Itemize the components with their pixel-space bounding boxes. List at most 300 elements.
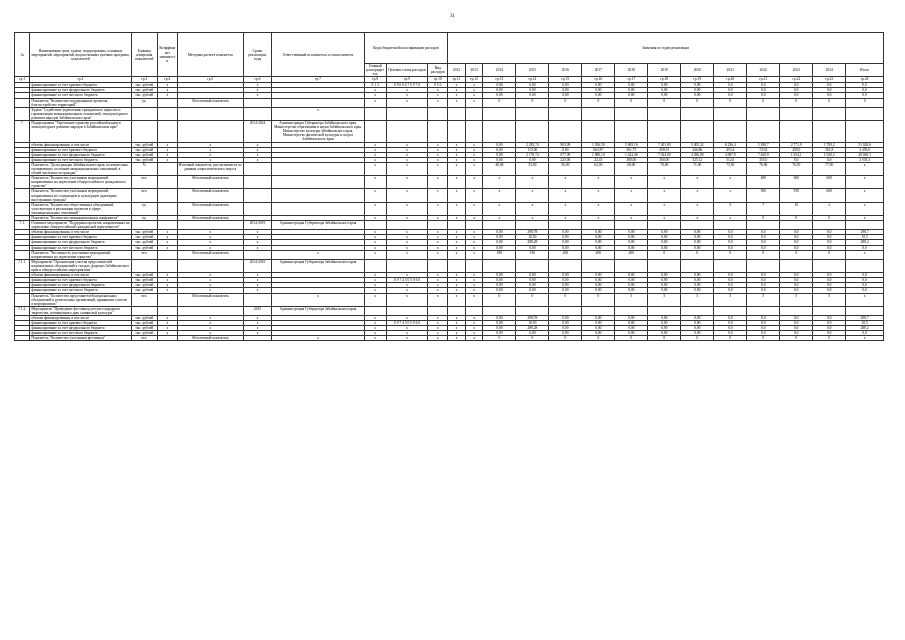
table-cell: х [516,176,549,189]
row-name-cell: Показатель "Количество межнациональных конфликтов" [30,216,131,221]
table-cell: х [364,315,386,320]
table-cell: 0,0 [747,315,780,320]
table-cell [364,221,386,230]
table-row [15,221,884,230]
table-cell [15,176,30,189]
table-cell: х [428,162,448,175]
table-cell: 0,00 [615,273,648,278]
table-cell: х [465,315,483,320]
table-cell: 0,0 [780,331,813,336]
table-cell: х [177,152,243,157]
table-cell [747,221,780,230]
table-cell: х [177,230,243,235]
table-cell: х [243,88,272,93]
table-cell [648,107,681,120]
table-cell: 0,00 [582,88,615,93]
table-cell: х [465,202,483,215]
table-cell [582,221,615,230]
table-cell [582,259,615,272]
table-cell: 0,00 [549,331,582,336]
table-cell: 0 [516,98,549,107]
table-cell: 0,0 [813,235,846,240]
table-cell: 0,00 [681,331,714,336]
table-cell: 76,50 [780,162,813,175]
table-cell: тыс. рублей [131,147,157,152]
table-cell [615,306,648,315]
table-cell [448,221,466,230]
table-cell [483,221,516,230]
table-cell: х [516,216,549,221]
table-cell: 0,0 [747,240,780,245]
row-name-cell: объемы финансирования, в том числе [30,315,131,320]
table-cell: 0,00 [483,152,516,157]
table-cell: х [364,98,386,107]
table-cell: 0,0 [780,326,813,331]
table-cell: 0,00 [582,83,615,88]
table-row [15,176,884,189]
table-cell [465,306,483,315]
column-number: гр.10 [428,77,448,83]
table-cell: х [386,162,428,175]
table-cell: 0,0 [714,288,747,293]
table-cell: х [157,147,177,152]
header-year: 2023 [780,64,813,77]
table-cell: х [157,240,177,245]
table-cell: 0 [813,336,846,341]
table-cell: х [448,157,466,162]
table-cell [364,259,386,272]
table-cell [131,259,157,272]
table-cell: х [448,321,466,326]
table-cell: 0,00 [582,331,615,336]
table-cell: х [648,216,681,221]
table-cell: х [243,152,272,157]
table-cell: 5 [813,293,846,306]
table-cell [681,221,714,230]
table-cell [714,121,747,142]
table-cell: х [465,162,483,175]
table-cell: 0,0 [780,315,813,320]
table-cell: 2 771,9 [780,142,813,147]
table-cell: 0,00 [549,230,582,235]
table-cell: х [157,230,177,235]
row-name-cell: Мероприятие "Проведение фестиваля детского народного творчества, посвящённого дню славянской культуры" [30,306,131,315]
table-cell: 0,00 [549,321,582,326]
table-cell: х [428,240,448,245]
table-cell: х [157,157,177,162]
table-cell: 0,0 [813,288,846,293]
table-cell: х [448,336,466,341]
table-cell: 0,0 [846,93,884,98]
table-cell: х [386,315,428,320]
table-cell: х [681,216,714,221]
table-cell: х [448,235,466,240]
table-cell: х [615,202,648,215]
table-cell [549,221,582,230]
table-cell: 0,00 [615,326,648,331]
table-cell: 0,0 [813,93,846,98]
table-cell: х [465,321,483,326]
table-cell: х [386,293,428,306]
table-cell [243,250,272,259]
table-cell: 0,0 [714,326,747,331]
table-cell [846,306,884,315]
table-cell [714,107,747,120]
header-values-group: Значения по годам реализации [448,33,884,64]
program-table [14,32,884,341]
table-cell [243,107,272,120]
table-cell [243,176,272,189]
table-cell: х [448,202,466,215]
table-cell: 0 [813,250,846,259]
table-cell: 0,00 [516,245,549,250]
table-cell: 0,00 [681,83,714,88]
table-cell [157,259,177,272]
table-cell: х [272,250,364,259]
table-cell: 0,0 [780,83,813,88]
header-number: № [15,33,30,77]
table-cell: х [386,230,428,235]
table-cell: тыс. рублей [131,273,157,278]
table-cell: х [364,235,386,240]
table-cell: х [465,93,483,98]
table-cell: 0,0 [813,273,846,278]
table-cell: х [549,189,582,202]
table-cell: 0,00 [483,321,516,326]
table-cell: х [465,273,483,278]
table-cell: х [177,142,243,147]
row-name-cell: финансирование за счет федерального бюджета [30,152,131,157]
table-cell: 455,4 [714,147,747,152]
table-cell: 0,00 [648,235,681,240]
table-cell: 0,00 [648,288,681,293]
table-cell [648,121,681,142]
header-year: 2021 [714,64,747,77]
table-cell: х [448,142,466,147]
table-cell: х [428,88,448,93]
table-cell [516,107,549,120]
column-number: гр.18 [648,77,681,83]
table-cell: тыс. рублей [131,83,157,88]
table-cell: 0,0 [714,273,747,278]
table-cell: х [582,176,615,189]
table-cell: х [177,273,243,278]
table-header [15,33,884,83]
header-year: 2020 [681,64,714,77]
table-cell: 0,00 [483,83,516,88]
table-cell: Абсолютный показатель [177,189,243,202]
table-cell: 0,00 [483,235,516,240]
table-cell: ед. [131,202,157,215]
table-cell: 62,00 [582,162,615,175]
table-cell: х [549,202,582,215]
table-cell: 550 [780,189,813,202]
header-year: 2019 [648,64,681,77]
table-cell: х [243,245,272,250]
table-cell: 5 [681,293,714,306]
table-cell: х [177,326,243,331]
table-cell: х [364,273,386,278]
table-cell: х [364,283,386,288]
table-cell [714,259,747,272]
table-cell: х [364,250,386,259]
table-cell: х [448,250,466,259]
table-cell: х [386,245,428,250]
table-cell: х [386,331,428,336]
table-cell: х [386,147,428,152]
table-cell: 0,00 [648,278,681,283]
table-cell [549,107,582,120]
table-cell: 5 065,16 [615,142,648,147]
table-cell [386,306,428,315]
table-cell: тыс. рублей [131,321,157,326]
table-cell: 0,00 [681,88,714,93]
table-cell: 0,0 [714,93,747,98]
table-cell: 0,00 [516,83,549,88]
table-cell [615,221,648,230]
table-cell: х [483,189,516,202]
table-cell [582,107,615,120]
table-cell: 0,00 [648,326,681,331]
table-cell: х [846,293,884,306]
table-cell: 2015 [243,306,272,315]
table-cell: 7.1.2. [15,306,30,315]
table-cell: 0 [747,98,780,107]
row-name-cell: финансирование за счет федерального бюджета [30,240,131,245]
table-cell: х [386,152,428,157]
table-cell [157,306,177,315]
row-name-cell: Показатель "Количество представителей национальных объединений и религиозных организаций, принявших участие в мероприятиях" [30,293,131,306]
row-name-cell: объемы финансирования, в том числе [30,273,131,278]
table-cell [157,293,177,306]
table-cell: х [428,230,448,235]
table-cell: 180 [483,250,516,259]
table-cell: х [243,315,272,320]
table-cell: 663,87 [582,147,615,152]
table-cell: 0,00 [615,88,648,93]
table-cell: 5 [714,202,747,215]
table-cell: 2 503,3 [846,157,884,162]
column-number: гр.21 [747,77,780,83]
table-cell: х [465,88,483,93]
table-cell: 76,00 [747,162,780,175]
table-cell: 903,09 [549,142,582,147]
table-cell: тыс. рублей [131,152,157,157]
table-cell: 2014-2019 [243,221,272,230]
table-cell: тыс. рублей [131,235,157,240]
column-number: гр.11 [448,77,466,83]
header-year: 2014 [483,64,516,77]
column-number: гр.15 [549,77,582,83]
table-cell: Абсолютный показатель [177,250,243,259]
table-cell [272,176,364,189]
table-cell: х [465,157,483,162]
table-cell: чел. [131,336,157,341]
table-cell [813,259,846,272]
table-cell: х [177,283,243,288]
table-cell: 0,0 [813,283,846,288]
row-name-cell: Показатель "Количество участников мероприятий, направленных на социальную и культурную адаптацию иностранных граждан" [30,189,131,202]
table-cell: х [428,98,448,107]
table-cell: 0,00 [516,93,549,98]
table-cell: 1 422,46 [615,152,648,157]
table-cell: х [428,331,448,336]
table-cell [177,259,243,272]
table-cell: х [364,245,386,250]
table-cell: 0,0 [846,83,884,88]
table-cell: х [465,288,483,293]
table-cell: 1 020,2 [813,152,846,157]
table-cell: 1 080,10 [582,152,615,157]
table-row [15,107,884,120]
table-cell: 0,00 [648,321,681,326]
table-cell [131,107,157,120]
table-cell: 115,00 [516,147,549,152]
table-cell: 7.1.1. [15,259,30,272]
row-name-cell: финансирование за счет краевого бюджета [30,321,131,326]
table-cell: 73,50 [714,162,747,175]
table-cell: 0,00 [483,147,516,152]
table-cell [549,306,582,315]
table-cell: 0,00 [648,315,681,320]
table-cell: х [386,283,428,288]
table-row [15,121,884,142]
table-cell: 7 024,00 [648,152,681,157]
table-cell: х [428,250,448,259]
table-cell: 0,00 [648,331,681,336]
table-cell: х [448,216,466,221]
table-cell: х [648,176,681,189]
table-cell [131,306,157,315]
table-cell: 71,00 [681,162,714,175]
table-cell: х [448,162,466,175]
table-cell [648,221,681,230]
table-cell: х [648,189,681,202]
table-cell: 0,0 [714,283,747,288]
table-cell: х [243,321,272,326]
table-cell: х [846,189,884,202]
table-cell: х [483,216,516,221]
table-cell: 5 [615,293,648,306]
table-cell: х [157,88,177,93]
table-cell: х [714,216,747,221]
table-cell: 288,2 [846,326,884,331]
table-cell: 0,0 [714,240,747,245]
table-cell: 0,0 [780,88,813,93]
table-cell: 0,00 [615,245,648,250]
table-cell: тыс. рублей [131,315,157,320]
table-cell: 10 [780,202,813,215]
row-name-cell: финансирование за счет местного бюджета [30,157,131,162]
table-cell: 0,0 [780,230,813,235]
table-cell: 0 5 0 [428,83,448,88]
table-cell: х [448,278,466,283]
table-cell [272,189,364,202]
table-row [15,250,884,259]
table-cell [549,121,582,142]
table-cell: 2 170,74 [516,152,549,157]
table-cell: 0 [582,336,615,341]
table-cell: х [465,278,483,283]
table-cell: 298,78 [516,230,549,235]
table-cell [747,121,780,142]
table-cell: х [157,142,177,147]
table-cell: х [177,235,243,240]
table-cell: 51 028,6 [846,142,884,147]
table-cell [177,306,243,315]
table-cell: х [428,315,448,320]
table-cell: х [465,230,483,235]
table-cell [157,121,177,142]
table-cell: х [428,321,448,326]
table-cell [386,107,428,120]
table-cell: 355,0 [747,157,780,162]
table-cell: 0,0 [780,283,813,288]
table-cell: х [386,88,428,93]
table-cell [272,162,364,175]
table-cell: х [549,176,582,189]
table-cell [747,259,780,272]
table-cell: 0 [780,98,813,107]
table-cell: чел. [131,189,157,202]
table-cell: х [157,288,177,293]
table-cell: 0 [813,216,846,221]
table-cell [483,121,516,142]
table-cell [15,293,30,306]
table-cell: х [846,250,884,259]
table-cell: Администрация Губернатора Забайкальского края [272,221,364,230]
table-cell: 200 [549,250,582,259]
table-cell: х [428,93,448,98]
table-cell: 0,0 [714,245,747,250]
table-cell: 0,0 [747,326,780,331]
table-cell: Абсолютный показатель [177,176,243,189]
table-cell: х [846,336,884,341]
table-cell: 723,8 [747,147,780,152]
table-cell: 0,00 [681,321,714,326]
table-cell: тыс. рублей [131,142,157,147]
table-cell: х [465,98,483,107]
column-number: гр.5 [177,77,243,83]
row-name-cell: объемы финансирования, в том числе [30,142,131,147]
table-cell [549,259,582,272]
table-cell: 5 388,7 [747,142,780,147]
table-cell [364,107,386,120]
table-cell: х [428,202,448,215]
table-cell: х [428,176,448,189]
table-cell: 0,00 [483,283,516,288]
table-cell [428,306,448,315]
table-cell: х [483,176,516,189]
table-cell: х [386,202,428,215]
table-cell [846,107,884,120]
table-cell: х [448,83,466,88]
column-number: гр.9 [386,77,428,83]
table-cell: х [157,83,177,88]
table-cell: 0,00 [582,315,615,320]
table-cell: 5 [780,293,813,306]
column-number: гр.14 [516,77,549,83]
table-cell: 0,0 [747,235,780,240]
table-cell: 2 285,74 [516,142,549,147]
table-cell: 0,00 [681,278,714,283]
table-cell: % [131,162,157,175]
table-cell [714,306,747,315]
header-budget-type: Вид расходов [428,64,448,77]
table-cell: х [465,152,483,157]
table-cell: 0,00 [483,326,516,331]
table-cell: 1 709,2 [813,142,846,147]
